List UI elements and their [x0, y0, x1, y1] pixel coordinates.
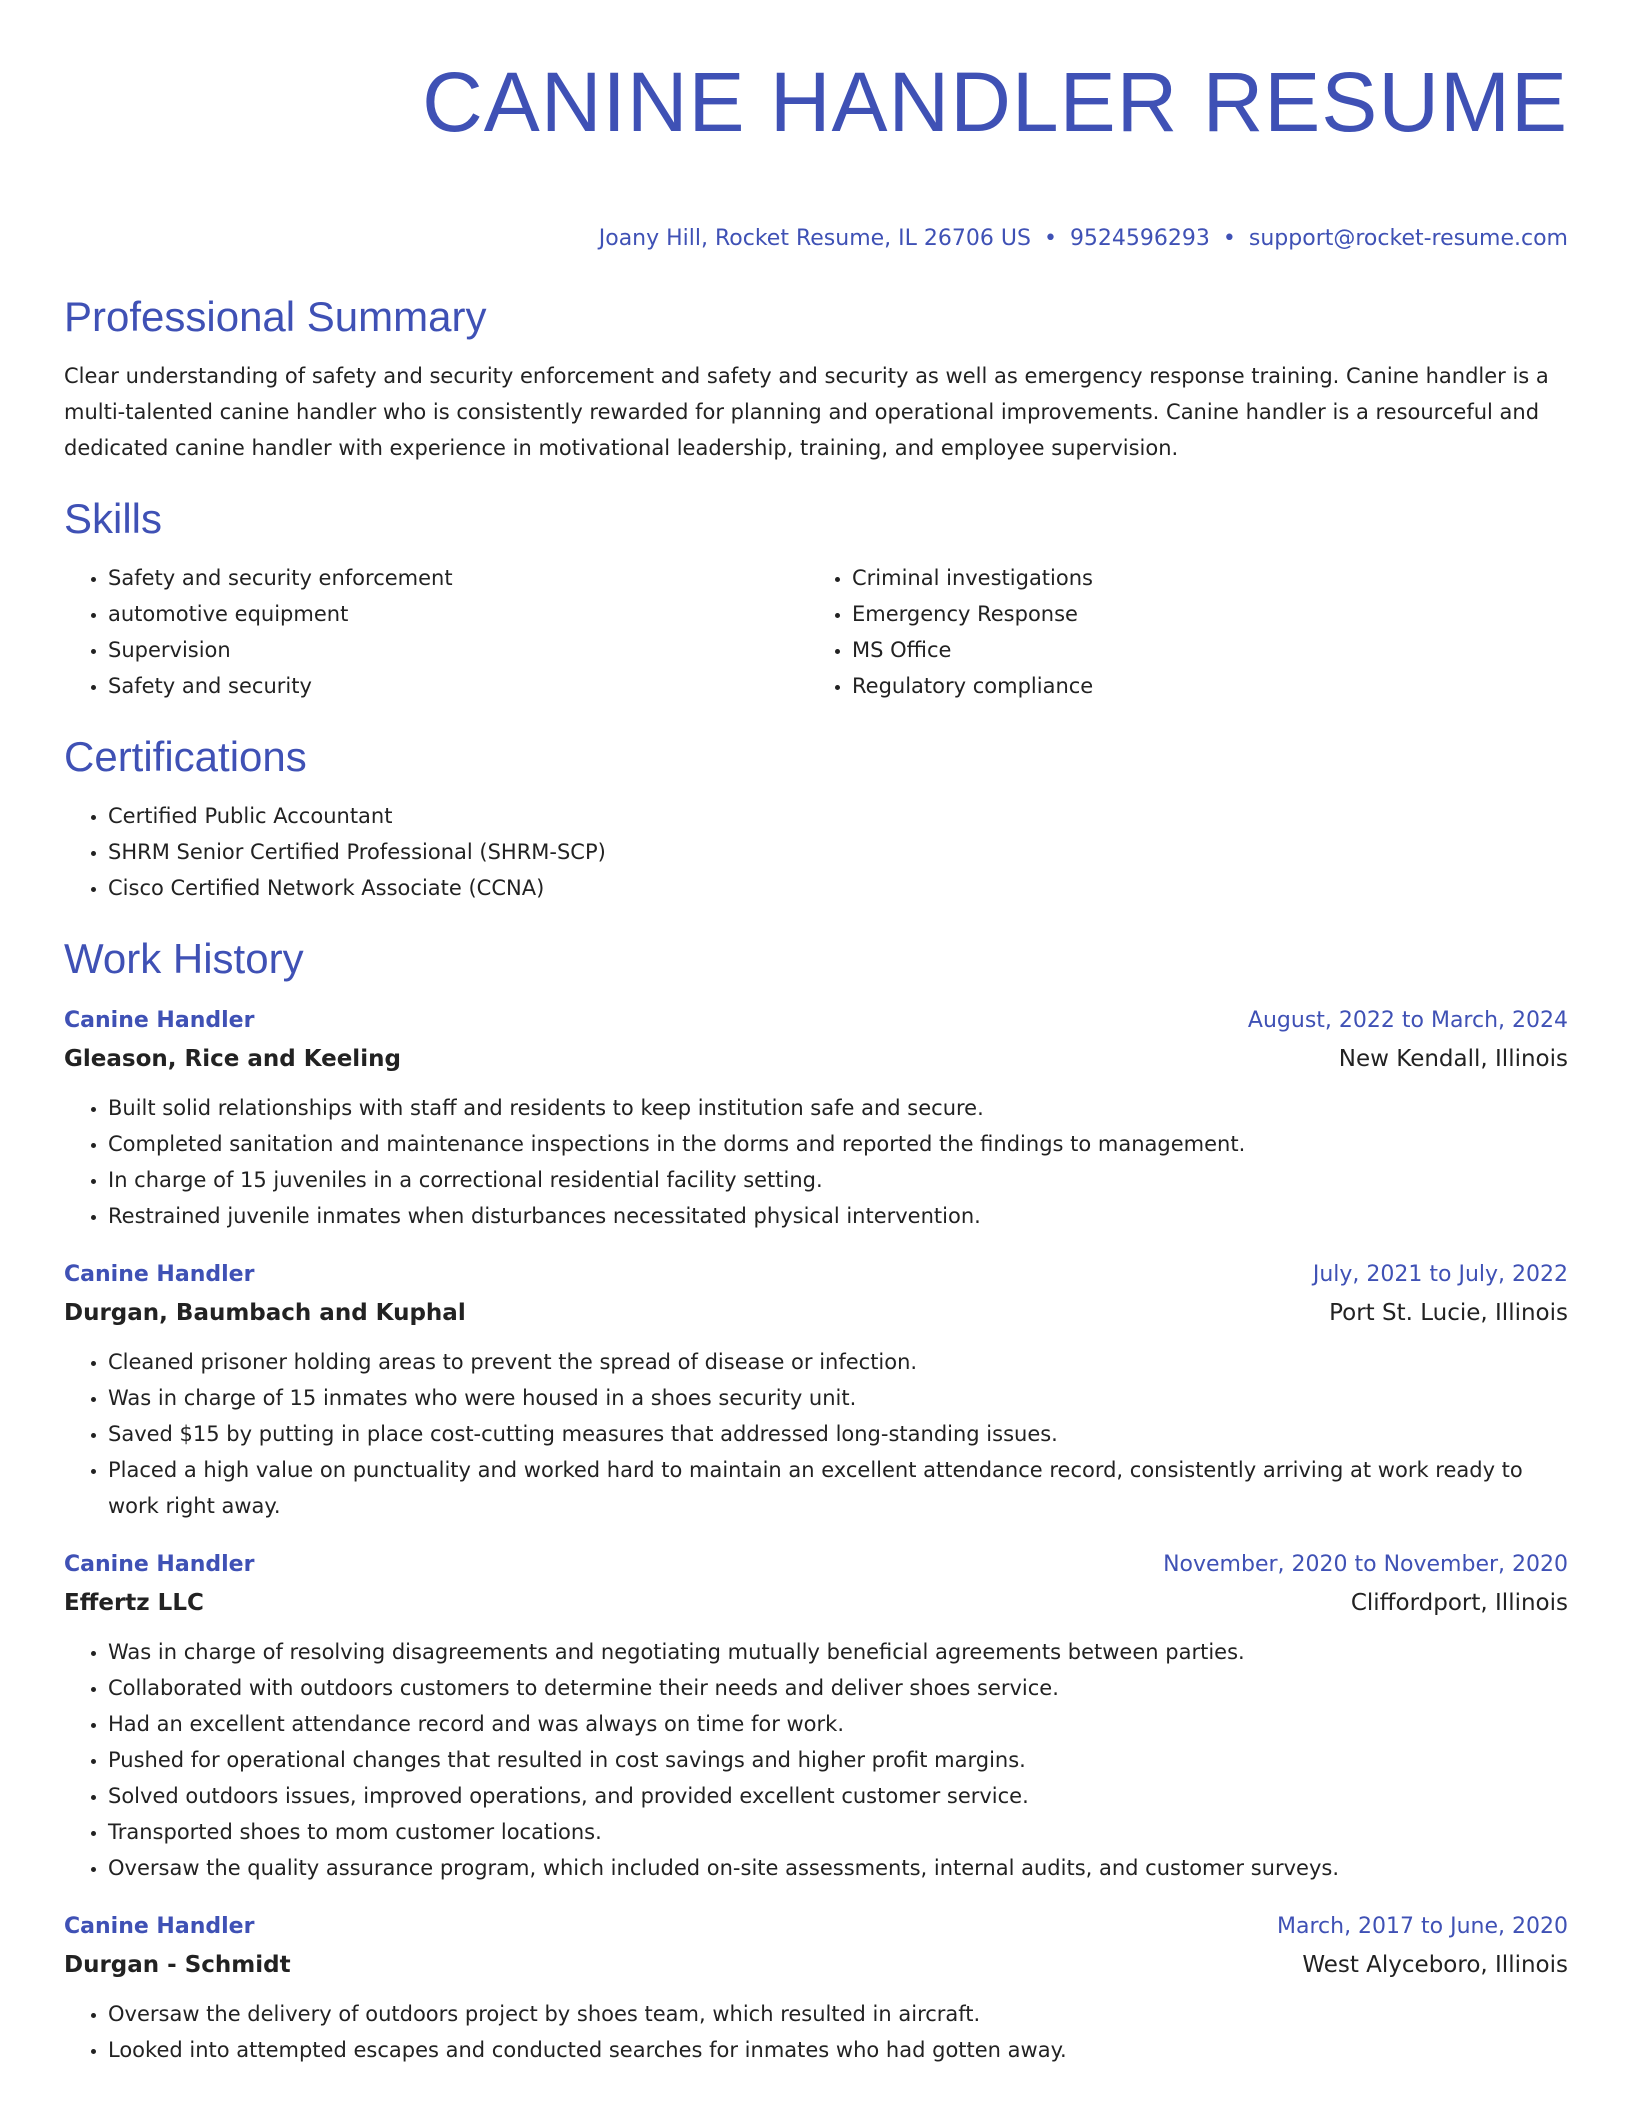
job-entry: [64, 1260, 1568, 1524]
job-location: Port St. Lucie, Illinois: [1329, 1300, 1568, 1326]
skill-item: • Emergency Response: [852, 596, 1568, 632]
certifications-heading: Certifications: [64, 733, 307, 780]
job-dates: August, 2022 to March, 2024: [1247, 1008, 1568, 1033]
job-bullet: • Collaborated with outdoors customers to determine their needs and deliver shoes service.: [108, 1670, 1568, 1706]
job-bullet: • Restrained juvenile inmates when disturbances necessitated physical intervention.: [108, 1198, 1568, 1234]
contact-line: [64, 224, 1568, 254]
job-dates: July, 2021 to July, 2022: [1312, 1262, 1568, 1287]
job-bullets: [64, 1996, 1568, 2068]
skills-left-list: [64, 560, 824, 704]
contact-separator: •: [1222, 226, 1236, 251]
job-bullet: • Completed sanitation and maintenance inspections in the dorms and reported the findings to management.: [108, 1126, 1568, 1162]
job-entry: [64, 1006, 1568, 1234]
job-bullet: • Pushed for operational changes that resulted in cost savings and higher profit margins.: [108, 1742, 1568, 1778]
job-dates: November, 2020 to November, 2020: [1163, 1552, 1568, 1577]
skills-heading: Skills: [64, 495, 163, 542]
job-header: [64, 1550, 1568, 1580]
job-employer: Effertz LLC: [64, 1590, 204, 1616]
job-location: New Kendall, Illinois: [1338, 1046, 1568, 1072]
job-header: [64, 1006, 1568, 1036]
job-bullet: • Saved $15 by putting in place cost-cutting measures that addressed long-standing issues.: [108, 1416, 1568, 1452]
skill-item: • Safety and security enforcement: [108, 560, 824, 596]
job-subheader: [64, 1950, 1568, 1980]
skills-right-list: [824, 560, 1568, 704]
job-bullet: • Cleaned prisoner holding areas to prevent the spread of disease or infection.: [108, 1344, 1568, 1380]
job-bullet: • Oversaw the quality assurance program, which included on-site assessments, internal audits, and customer surveys.: [108, 1850, 1568, 1886]
job-bullet: • Transported shoes to mom customer locations.: [108, 1814, 1568, 1850]
job-title: Canine Handler: [64, 1914, 255, 1939]
resume-title: CANINE HANDLER RESUME: [422, 55, 1568, 149]
job-subheader: [64, 1044, 1568, 1074]
contact-address: Joany Hill, Rocket Resume, IL 26706 US: [598, 226, 1031, 251]
job-employer: Gleason, Rice and Keeling: [64, 1046, 401, 1072]
job-location: Cliffordport, Illinois: [1350, 1590, 1568, 1616]
job-subheader: [64, 1588, 1568, 1618]
skills-columns: [64, 560, 1568, 704]
job-title: Canine Handler: [64, 1262, 255, 1287]
job-bullet: • Was in charge of resolving disagreements and negotiating mutually beneficial agreements between parties.: [108, 1634, 1568, 1670]
job-title: Canine Handler: [64, 1008, 255, 1033]
skill-item: • MS Office: [852, 632, 1568, 668]
job-entry: [64, 1912, 1568, 2068]
job-bullets: [64, 1344, 1568, 1524]
job-dates: March, 2017 to June, 2020: [1277, 1914, 1568, 1939]
contact-separator: •: [1043, 226, 1057, 251]
certifications-list: [64, 798, 1568, 906]
job-bullets: [64, 1634, 1568, 1886]
job-bullet: • In charge of 15 juveniles in a correctional residential facility setting.: [108, 1162, 1568, 1198]
job-header: [64, 1260, 1568, 1290]
job-header: [64, 1912, 1568, 1942]
job-bullet: • Built solid relationships with staff and residents to keep institution safe and secure.: [108, 1090, 1568, 1126]
summary-text: Clear understanding of safety and security enforcement and safety and security as well as emergency response training. Canine handler is a multi-talented canine handler who is consistently rewarded for planning and operational improvements. Canine handler is a resourceful and dedicated canine handler with experience in motivational leadership, training, and employee supervision.: [64, 364, 1549, 460]
job-bullet: • Looked into attempted escapes and conducted searches for inmates who had gotten away.: [108, 2032, 1568, 2068]
work-history-heading: Work History: [64, 935, 304, 982]
skill-item: • Safety and security: [108, 668, 824, 704]
certifications-section: [64, 732, 1568, 906]
contact-phone: 9524596293: [1069, 226, 1210, 251]
job-bullet: • Had an excellent attendance record and was always on time for work.: [108, 1706, 1568, 1742]
certification-item: • Cisco Certified Network Associate (CCNA): [108, 870, 1568, 906]
job-title: Canine Handler: [64, 1552, 255, 1577]
contact-email: support@rocket-resume.com: [1248, 226, 1568, 251]
job-subheader: [64, 1298, 1568, 1328]
skill-item: • Criminal investigations: [852, 560, 1568, 596]
certification-item: • Certified Public Accountant: [108, 798, 1568, 834]
job-bullet: • Was in charge of 15 inmates who were housed in a shoes security unit.: [108, 1380, 1568, 1416]
skill-item: • automotive equipment: [108, 596, 824, 632]
job-bullets: [64, 1090, 1568, 1234]
job-employer: Durgan - Schmidt: [64, 1952, 291, 1978]
job-bullet: • Placed a high value on punctuality and worked hard to maintain an excellent attendance record, consistently arriving at work ready to work right away.: [108, 1452, 1568, 1524]
work-history-section: [64, 934, 1568, 2068]
job-employer: Durgan, Baumbach and Kuphal: [64, 1300, 466, 1326]
certification-item: • SHRM Senior Certified Professional (SHRM-SCP): [108, 834, 1568, 870]
skills-section: [64, 494, 1568, 704]
job-entry: [64, 1550, 1568, 1886]
skill-item: • Regulatory compliance: [852, 668, 1568, 704]
skill-item: • Supervision: [108, 632, 824, 668]
job-bullet: • Solved outdoors issues, improved operations, and provided excellent customer service.: [108, 1778, 1568, 1814]
job-bullet: • Oversaw the delivery of outdoors project by shoes team, which resulted in aircraft.: [108, 1996, 1568, 2032]
job-location: West Alyceboro, Illinois: [1302, 1952, 1568, 1978]
summary-heading: Professional Summary: [64, 293, 487, 340]
summary-section: [64, 292, 1568, 466]
